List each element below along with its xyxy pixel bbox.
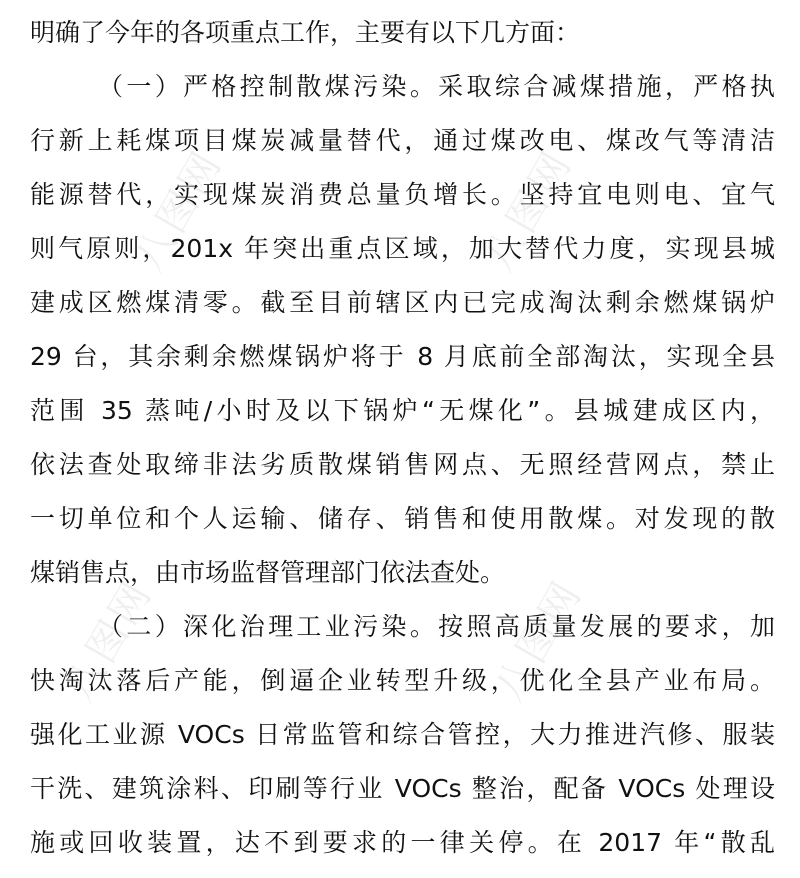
text-line: 施或回收装置，达不到要求的一律关停。在 2017 年“散乱 [30,828,775,857]
text-line: 依法查处取缔非法劣质散煤销售网点、无照经营网点，禁止 [30,450,775,479]
text-line: 29 台，其余剩余燃煤锅炉将于 8 月底前全部淘汰，实现全县 [30,342,775,371]
text-line: 范围 35 蒸吨/小时及以下锅炉“无煤化”。县城建成区内， [30,396,775,425]
watermark: 八图网 [126,141,232,279]
watermark: 八图网 [476,141,582,279]
text-line: 快淘汰落后产能，倒逼企业转型升级，优化全县产业布局。 [30,666,775,695]
text-line: 一切单位和个人运输、储存、销售和使用散煤。对发现的散 [30,504,775,533]
text-line: 行新上耗煤项目煤炭减量替代，通过煤改电、煤改气等清洁 [30,126,775,155]
text-line: 能源替代，实现煤炭消费总量负增长。坚持宜电则电、宜气 [30,180,775,209]
watermark: 八图网 [56,571,162,709]
text-line: 煤销售点，由市场监督管理部门依法查处。 [30,558,506,587]
text-line: 则气原则，201x 年突出重点区域，加大替代力度，实现县城 [30,234,775,263]
text-line: 建成区燃煤清零。截至目前辖区内已完成淘汰剩余燃煤锅炉 [30,288,775,317]
text-line: 明确了今年的各项重点工作，主要有以下几方面： [30,18,581,47]
body-text [30,14,775,878]
section-heading-line: （二）深化治理工业污染。按照高质量发展的要求，加 [98,612,775,641]
watermark: 八图网 [486,571,592,709]
section-heading-line: （一）严格控制散煤污染。采取综合减煤措施，严格执 [98,72,775,101]
text-line: 干洗、建筑涂料、印刷等行业 VOCs 整治，配备 VOCs 处理设 [30,774,775,803]
text-line: 强化工业源 VOCs 日常监管和综合管控，大力推进汽修、服装 [30,720,775,749]
